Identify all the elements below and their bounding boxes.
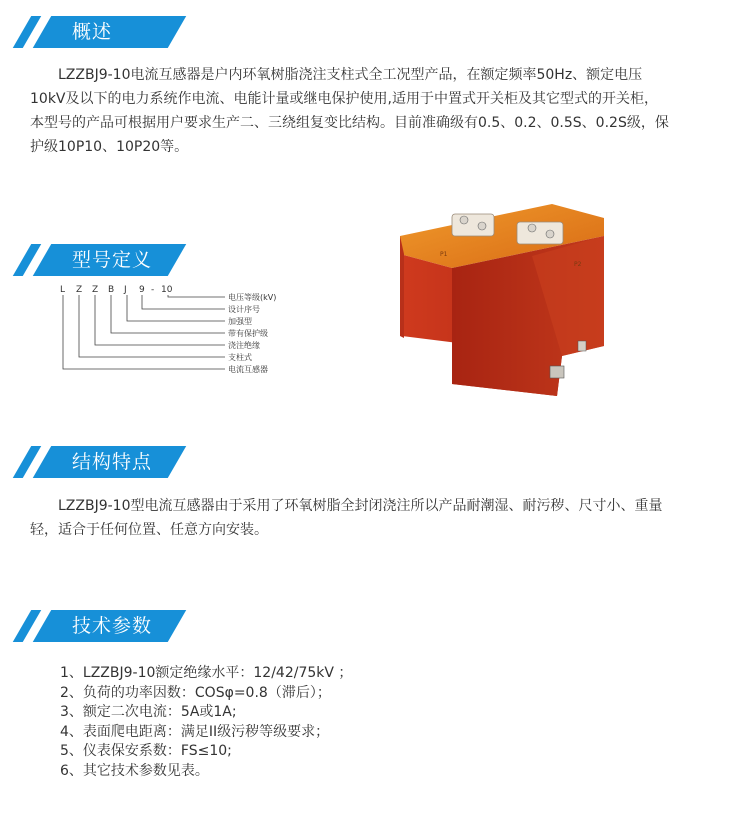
structure-line: 轻，适合于任何位置、任意方向安装。 [30,522,268,538]
section-header-tech [22,610,182,642]
code-label: 加强型 [228,317,252,326]
section-title-model: 型号定义 [72,249,153,271]
overview-paragraph [30,63,720,159]
code-char: B [108,285,115,295]
code-char: 9 [139,285,145,295]
section-title-overview: 概述 [72,21,113,43]
tech-params-list [60,664,352,781]
section-header-structure [22,446,182,478]
code-char: J [124,285,127,295]
section-header-overview [22,16,182,48]
code-char: L [60,285,66,295]
code-label: 设计序号 [228,305,260,314]
overview-line: LZZBJ9-10电流互感器是户内环氧树脂浇注支柱式全工况型产品，在额定频率50Hz、额定电压 [58,67,643,83]
structure-paragraph [30,494,720,542]
terminal-group-left [452,214,494,236]
code-label: 浇注绝缘 [228,341,260,350]
overview-line: 10kV及以下的电力系统作电流、电能计量或继电保护使用,适用于中置式开关柜及其它型式的开关柜， [30,91,658,107]
overview-line: 护级10P10、10P20等。 [30,139,189,155]
svg-text:P1: P1 [440,251,448,258]
tech-param-item: 5、仪表保安系数：FS≤10; [60,743,232,759]
code-char: - [151,285,155,295]
section-title-structure: 结构特点 [72,451,153,473]
product-image [392,196,617,401]
terminal-group-right [517,222,563,244]
section-header-model [22,244,182,276]
code-label: 支柱式 [228,353,252,362]
tech-param-item: 6、其它技术参数见表。 [60,762,209,779]
code-char: Z [92,285,99,295]
code-char: 10 [161,285,173,295]
tech-param-item: 2、负荷的功率因数：COSφ=0.8（滞后）； [60,684,331,701]
model-code-diagram [55,280,315,390]
overview-line: 本型号的产品可根据用户要求生产二、三绕组复变比结构。目前准确级有0.5、0.2、0.5S、0.2S级，保 [30,115,669,131]
section-title-tech: 技术参数 [72,615,153,637]
code-label: 带有保护级 [228,329,268,338]
code-label: 电压等级(kV) [228,293,277,302]
tech-param-item: 4、表面爬电距离：满足II级污秽等级要求； [60,723,330,740]
tech-param-item: 3、额定二次电流：5A或1A; [60,704,237,720]
tech-param-item: 1、LZZBJ9-10额定绝缘水平：12/42/75kV ； [60,665,353,681]
code-label: 电流互感器 [228,365,268,374]
code-char: Z [76,285,83,295]
svg-text:P2: P2 [574,261,582,268]
structure-line: LZZBJ9-10型电流互感器由于采用了环氧树脂全封闭浇注所以产品耐潮湿、耐污秽、尺寸小、重量 [58,498,663,514]
